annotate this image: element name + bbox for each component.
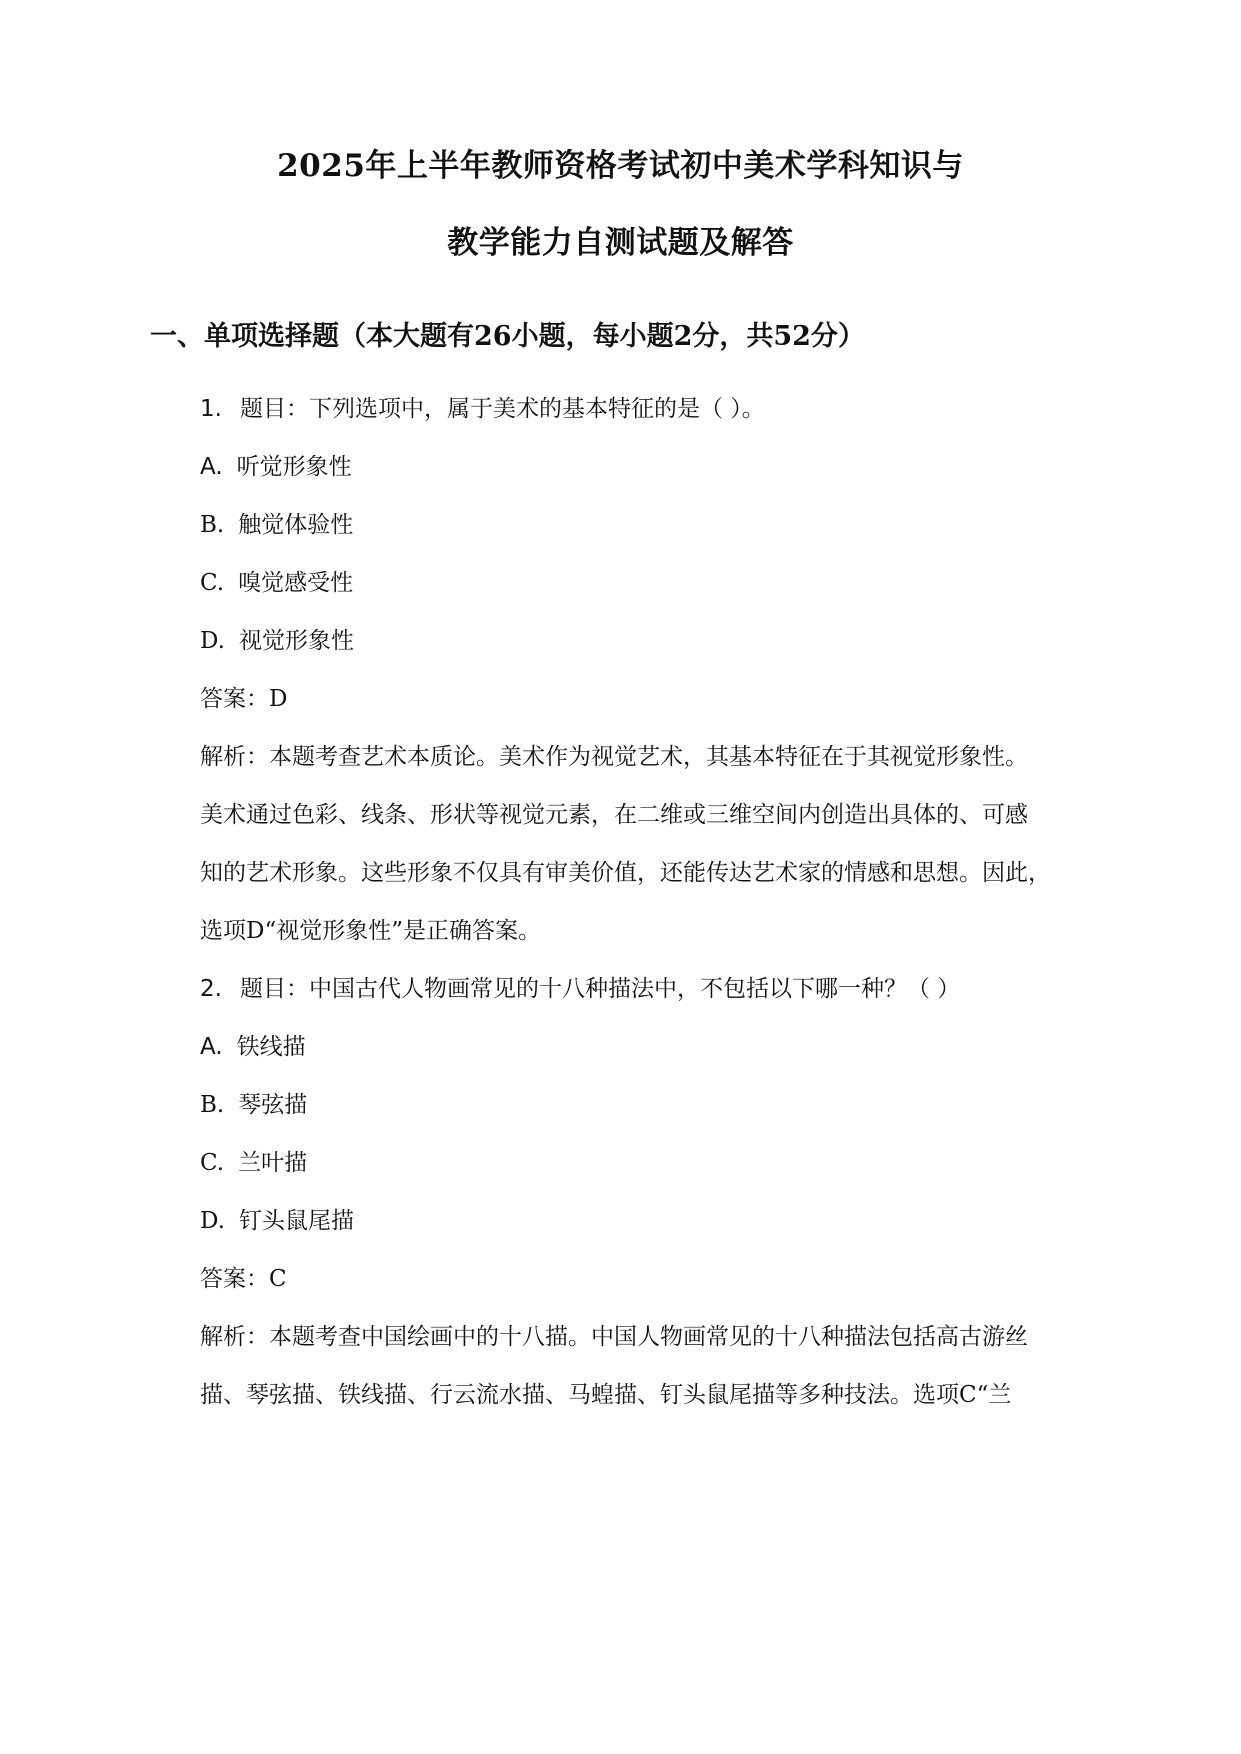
question-2-analysis-line: 描、琴弦描、铁线描、行云流水描、马蝗描、钉头鼠尾描等多种技法。选项C“兰 bbox=[200, 1382, 1012, 1408]
question-2-number: 2. bbox=[200, 976, 222, 1002]
question-2-option-d: D. 钉头鼠尾描 bbox=[200, 1208, 354, 1234]
question-1-option-c: C. 嗅觉感受性 bbox=[200, 570, 354, 596]
section-heading: 一、单项选择题（本大题有26小题，每小题2分，共52分） bbox=[150, 321, 865, 352]
question-2-answer: 答案：C bbox=[200, 1266, 287, 1292]
question-1-option-a: A. 听觉形象性 bbox=[200, 454, 352, 480]
question-2-option-a: A. 铁线描 bbox=[200, 1034, 306, 1060]
question-2-stem bbox=[200, 970, 960, 1003]
question-1-option-b: B. 触觉体验性 bbox=[200, 512, 354, 538]
question-1-stem bbox=[200, 390, 765, 423]
question-1-analysis-line: 知的艺术形象。这些形象不仅具有审美价值，还能传达艺术家的情感和思想。因此， bbox=[200, 860, 1051, 886]
question-2-analysis-line: 解析：本题考查中国绘画中的十八描。中国人物画常见的十八种描法包括高古游丝 bbox=[200, 1324, 1028, 1350]
question-1-number: 1. bbox=[200, 396, 222, 422]
question-1-analysis-line: 选项D“视觉形象性”是正确答案。 bbox=[200, 918, 541, 944]
question-2-text: 题目：中国古代人物画常见的十八种描法中，不包括以下哪一种？（ ） bbox=[239, 976, 961, 1002]
question-1-answer: 答案：D bbox=[200, 686, 288, 712]
document-title-line-1: 2025年上半年教师资格考试初中美术学科知识与 bbox=[277, 148, 964, 184]
question-1-text: 题目：下列选项中，属于美术的基本特征的是（ ）。 bbox=[239, 396, 765, 422]
question-2-option-c: C. 兰叶描 bbox=[200, 1150, 308, 1176]
question-1-analysis-line: 解析：本题考查艺术本质论。美术作为视觉艺术，其基本特征在于其视觉形象性。 bbox=[200, 744, 1028, 770]
question-1-option-d: D. 视觉形象性 bbox=[200, 628, 354, 654]
question-1-analysis-line: 美术通过色彩、线条、形状等视觉元素，在二维或三维空间内创造出具体的、可感 bbox=[200, 802, 1028, 828]
question-2-option-b: B. 琴弦描 bbox=[200, 1092, 308, 1118]
document-title-line-2: 教学能力自测试题及解答 bbox=[447, 225, 794, 261]
